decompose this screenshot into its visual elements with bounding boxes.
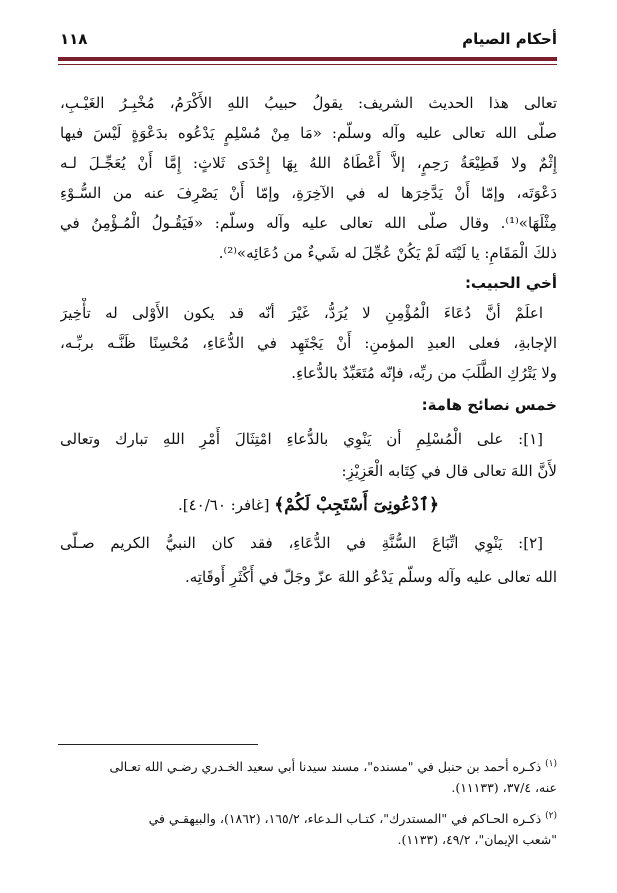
quran-verse: [60, 490, 557, 520]
footnote-text: ذكـره أحمد بن حنبل في "مسنده"، مسند سيدنا أبي سعيد الخـدري رضـي الله تعـالى: [109, 759, 542, 775]
text-line: ولا يَتْرُكِ الطَّلَبَ من ربِّه، فإنّه مُتَعَبِّدٌ بالدُّعاءِ.: [291, 364, 557, 382]
footnote-text: ذكـره الحـاكم في "المستدرك"، كتـاب الـدعاء، ١٦٥/٢، (١٨٦٢)، والبيهقـي في: [148, 811, 542, 827]
text-line: صلّى الله تعالى عليه وآله وسلّم: «مَا مِنْ مُسْلِمٍ يَدْعُوه بدَعْوَةٍ لَيْسَ فيها: [60, 124, 557, 142]
text-line: مِثْلَهَا»⁽¹⁾. وقال صلّى الله تعالى عليه وآله وسلّم: «فَيَقُـولُ الْمُـؤْمِنُ في: [60, 214, 557, 232]
quran-bracket-close: ﴾: [274, 495, 285, 515]
text-line: اعلَمْ أنَّ دُعَاءَ الْمُؤْمِنِ لا يُرَدُّ، غَيْرَ أنّه قد يكون الأَوْلى له تأْخِيرَ: [60, 304, 543, 322]
footnote-marker: (١): [545, 759, 557, 769]
quran-bracket-open: ﴿: [429, 495, 439, 515]
text-line: [٢]: يَنْوِي اتِّبَاعَ السُّنَّةِ في الدُّعَاءِ، فقد كان النبيُّ الكريم صـلّى: [60, 534, 543, 552]
text-line: دَعْوَتَه، وإمّا أَنْ يَدَّخِرَها له في الآخِرَةِ، وإمّا أَنْ يَصْرِفَ عنه من السُّـوْءِ: [60, 184, 557, 202]
text-line: ذلكَ الْمَقَامِ: يا لَيْتَه لَمْ يَكُنْ عُجِّلَ له شَيءٌ من دُعَائِه»⁽²⁾.: [218, 244, 557, 262]
footnote-line: عنه، ٣٧/٤، (١١١٣٣).: [451, 780, 557, 795]
page-number: ١١٨: [60, 30, 88, 48]
quran-text: ٱدْعُونِىٓ أَسْتَجِبْ لَكُمْ: [284, 495, 430, 515]
quran-reference: [غافر: ٤٠/٦٠].: [177, 496, 270, 514]
section-heading: أخي الحبيب:: [464, 274, 557, 292]
running-header-title: أحكام الصيام: [462, 30, 557, 48]
text-line: الإجابةِ، فعلى العبدِ المؤمنِ: أَنْ يَجْتَهِد في الدُّعَاءِ، مُحْسِنًا ظَنَّـه بربِّـه،: [60, 334, 557, 352]
text-line: الله تعالى عليه وآله وسلّم يَدْعُو اللهَ عزّ وجَلّ في أَكْثَرِ أَوقَاتِه.: [184, 568, 557, 586]
text-line: لأَنَّ اللهَ تعالى قال في كِتَابه الْعَزِيْزِ:: [341, 462, 557, 480]
footnote-line: "شعب الإيمان"، ٤٩/٢، (١١٣٣).: [397, 832, 557, 847]
text-line: إِثْمٌ ولا قَطِيْعَةُ رَحِمٍ، إلاَّ أَعْطَاهُ اللهُ بِهَا إِحْدَى ثَلاثٍ: إِمَّا أَنْ يُعَجِّـلَ لـه: [60, 154, 557, 172]
header-rule-thin: [58, 64, 557, 65]
footnote-rule: [58, 744, 258, 745]
footnote-marker: (٢): [545, 811, 557, 821]
section-heading: خمس نصائح هامة:: [421, 396, 557, 414]
text-line: [١]: على الْمُسْلِمِ أن يَنْوِي بالدُّعاءِ امْتِثَالَ أَمْرِ اللهِ تبارك وتعالى: [60, 430, 543, 448]
header-rule-thick: [58, 57, 557, 61]
text-line: تعالى هذا الحديث الشريف: يقولُ حبيبُ اللهِ الأَكْرَمُ، مُخْبِـرُ الغَيْـبِ،: [60, 94, 557, 112]
